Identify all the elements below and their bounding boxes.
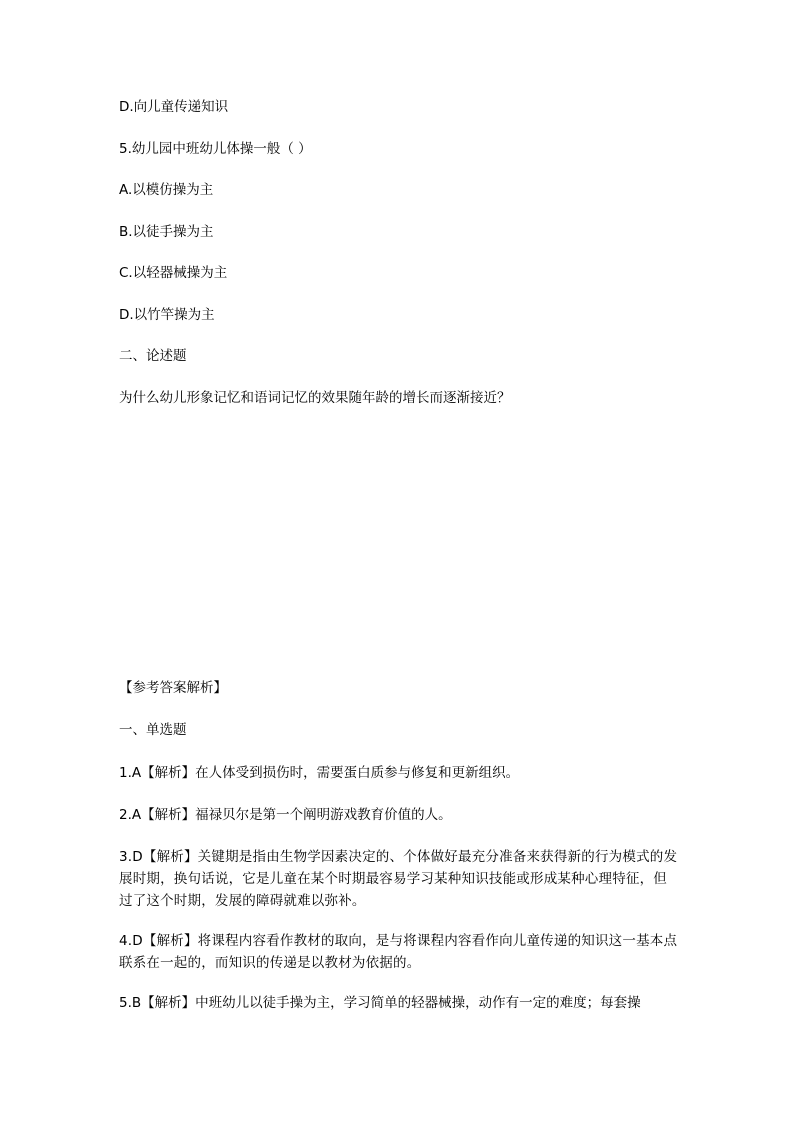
answer-item-5: 5.B【解析】中班幼儿以徒手操为主，学习简单的轻器械操，动作有一定的难度；每套操 — [119, 995, 641, 1011]
q5-option-a: A.以模仿操为主 — [119, 182, 214, 198]
q5-stem: 5.幼儿园中班幼儿体操一般（ ） — [119, 141, 312, 157]
q4-option-d: D.向儿童传递知识 — [119, 99, 229, 115]
section2-heading: 二、论述题 — [119, 348, 187, 364]
q5-option-c: C.以轻器械操为主 — [119, 265, 228, 281]
answer-item-1: 1.A【解析】在人体受到损伤时，需要蛋白质参与修复和更新组织。 — [119, 765, 520, 781]
q5-option-d: D.以竹竿操为主 — [119, 307, 215, 323]
answers-heading: 【参考答案解析】 — [119, 680, 227, 696]
q5-option-b: B.以徒手操为主 — [119, 224, 214, 240]
answer-item-3: 3.D【解析】关键期是指由生物学因素决定的、个体做好最充分准备来获得新的行为模式的发展时期，换句话说，它是儿童在某个时期最容易学习某种知识技能或形成某种心理特征，但过了这个时期，发展的障碍就难以弥补。 — [119, 849, 678, 909]
answers-section-heading: 一、单选题 — [119, 722, 187, 738]
essay-question: 为什么幼儿形象记忆和语词记忆的效果随年龄的增长而逐渐接近？ — [119, 390, 511, 406]
answer-item-4: 4.D【解析】将课程内容看作教材的取向，是与将课程内容看作向儿童传递的知识这一基本点联系在一起的，而知识的传递是以教材为依据的。 — [119, 933, 678, 971]
answer-item-2: 2.A【解析】福禄贝尔是第一个阐明游戏教育价值的人。 — [119, 807, 452, 823]
